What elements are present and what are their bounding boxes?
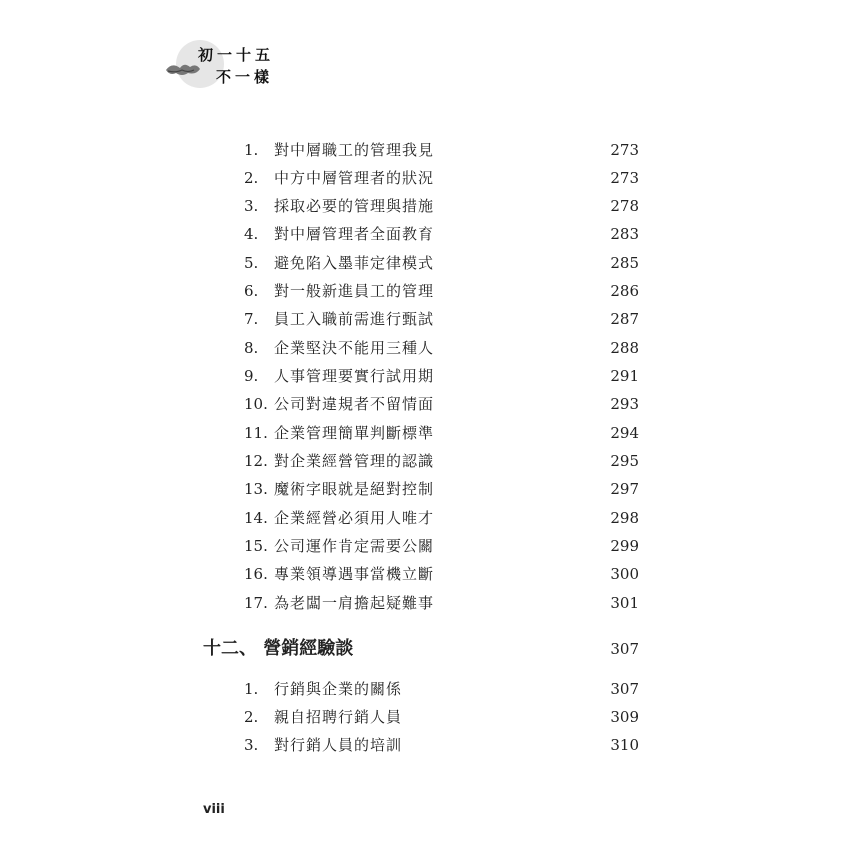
- entry-page: 301: [610, 594, 639, 612]
- entry-title: 企業經營必須用人唯才: [274, 509, 435, 527]
- toc-entry[interactable]: [244, 221, 644, 247]
- entry-page: 291: [610, 367, 639, 385]
- page-folio: viii: [203, 802, 225, 817]
- entry-page: 310: [610, 736, 639, 754]
- entry-number: 5.: [244, 254, 259, 272]
- toc-entry[interactable]: [244, 505, 644, 531]
- toc-entry[interactable]: [244, 363, 644, 389]
- entry-page: 294: [610, 424, 639, 442]
- entry-page: 273: [610, 141, 639, 159]
- entry-page: 300: [610, 565, 639, 583]
- entry-title: 人事管理要實行試用期: [274, 367, 435, 385]
- entry-number: 11.: [244, 424, 268, 442]
- entry-page: 293: [610, 395, 639, 413]
- entry-page: 288: [610, 339, 639, 357]
- entry-title: 公司運作肯定需要公關: [274, 537, 435, 555]
- toc-entry[interactable]: [244, 193, 644, 219]
- toc-entry[interactable]: [244, 732, 644, 758]
- toc-entry[interactable]: [244, 561, 644, 587]
- entry-page: 297: [610, 480, 639, 498]
- toc-entry[interactable]: [244, 335, 644, 361]
- entry-page: 286: [610, 282, 639, 300]
- entry-title: 中方中層管理者的狀況: [274, 169, 435, 187]
- logo-text-line2: 不一樣: [216, 68, 274, 86]
- entry-title: 企業堅決不能用三種人: [274, 339, 435, 357]
- entry-title: 為老闆一肩擔起疑難事: [274, 594, 435, 612]
- toc-entry[interactable]: [244, 676, 644, 702]
- entry-number: 8.: [244, 339, 259, 357]
- entry-page: 299: [610, 537, 639, 555]
- entry-number: 3.: [244, 197, 259, 215]
- entry-number: 6.: [244, 282, 259, 300]
- toc-entry[interactable]: [244, 306, 644, 332]
- toc-entry[interactable]: [244, 704, 644, 730]
- entry-number: 7.: [244, 310, 259, 328]
- toc-entry[interactable]: [244, 533, 644, 559]
- entry-title: 避免陷入墨菲定律模式: [274, 254, 435, 272]
- entry-page: 273: [610, 169, 639, 187]
- entry-number: 16.: [244, 565, 268, 583]
- entry-title: 對行銷人員的培訓: [274, 736, 403, 754]
- entry-number: 3.: [244, 736, 259, 754]
- entry-number: 1.: [244, 680, 259, 698]
- entry-title: 對中層管理者全面教育: [274, 225, 435, 243]
- toc-entry[interactable]: [244, 250, 644, 276]
- entry-page: 307: [610, 680, 639, 698]
- toc-entry[interactable]: [244, 420, 644, 446]
- toc-entry[interactable]: [244, 137, 644, 163]
- entry-page: 278: [610, 197, 639, 215]
- section-page: 307: [610, 640, 639, 658]
- logo-text-line1: 初一十五: [198, 46, 275, 64]
- entry-title: 員工入職前需進行甄試: [274, 310, 435, 328]
- entry-number: 12.: [244, 452, 268, 470]
- entry-title: 行銷與企業的關係: [274, 680, 403, 698]
- entry-page: 298: [610, 509, 639, 527]
- entry-number: 10.: [244, 395, 268, 413]
- entry-page: 285: [610, 254, 639, 272]
- entry-title: 對中層職工的管理我見: [274, 141, 435, 159]
- entry-number: 2.: [244, 169, 259, 187]
- entry-title: 魔術字眼就是絕對控制: [274, 480, 435, 498]
- entry-title: 採取必要的管理與措施: [274, 197, 435, 215]
- entry-page: 287: [610, 310, 639, 328]
- toc-entry[interactable]: [244, 165, 644, 191]
- section-heading[interactable]: [203, 634, 644, 664]
- entry-number: 2.: [244, 708, 259, 726]
- entry-title: 公司對違規者不留情面: [274, 395, 435, 413]
- entry-number: 4.: [244, 225, 259, 243]
- entry-title: 對一般新進員工的管理: [274, 282, 435, 300]
- entry-title: 企業管理簡單判斷標準: [274, 424, 435, 442]
- toc-entry[interactable]: [244, 476, 644, 502]
- entry-title: 專業領導遇事當機立斷: [274, 565, 435, 583]
- entry-page: 295: [610, 452, 639, 470]
- entry-number: 1.: [244, 141, 259, 159]
- toc-entry[interactable]: [244, 590, 644, 616]
- entry-title: 親自招聘行銷人員: [274, 708, 403, 726]
- entry-title: 對企業經營管理的認識: [274, 452, 435, 470]
- entry-number: 13.: [244, 480, 268, 498]
- entry-number: 17.: [244, 594, 268, 612]
- entry-number: 9.: [244, 367, 259, 385]
- toc-entry[interactable]: [244, 448, 644, 474]
- entry-page: 283: [610, 225, 639, 243]
- toc-entry[interactable]: [244, 278, 644, 304]
- toc-entry[interactable]: [244, 391, 644, 417]
- entry-number: 15.: [244, 537, 268, 555]
- section-title: 十二、 營銷經驗談: [203, 638, 354, 659]
- entry-page: 309: [610, 708, 639, 726]
- entry-number: 14.: [244, 509, 268, 527]
